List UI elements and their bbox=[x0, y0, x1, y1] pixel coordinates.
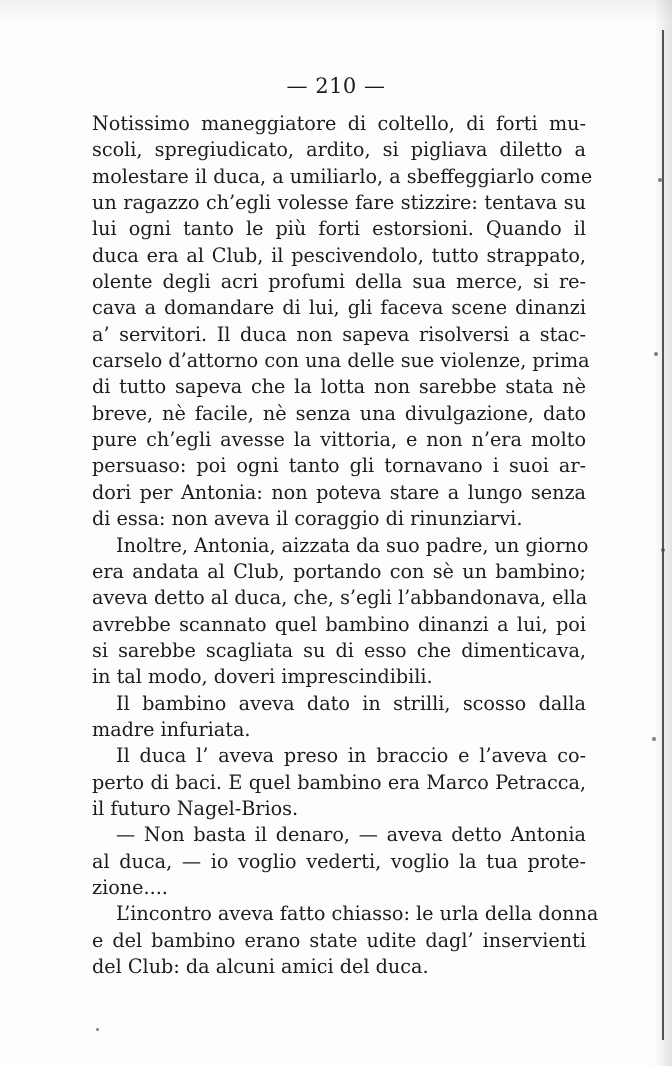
text-line: e del bambino erano state udite dagl’ inservienti bbox=[92, 928, 586, 952]
text-line: — Non basta il denaro, — aveva detto Antonia bbox=[116, 823, 586, 847]
text-line: avrebbe scannato quel bambino dinanzi a lui, poi bbox=[92, 612, 586, 636]
scan-speck bbox=[96, 1028, 99, 1031]
text-line: era andata al Club, portando con sè un bambino; bbox=[92, 559, 586, 583]
scan-speck bbox=[652, 737, 656, 741]
scan-speck bbox=[661, 548, 665, 552]
text-line: lui ogni tanto le più forti estorsioni. Quando il bbox=[92, 217, 586, 241]
text-line: un ragazzo ch’egli volesse fare stizzire: tentava su bbox=[92, 191, 586, 215]
text-line: Il bambino aveva dato in strilli, scosso dalla bbox=[116, 691, 586, 715]
text-line: il futuro Nagel-Brios. bbox=[92, 796, 299, 820]
text-line: di tutto sapeva che la lotta non sarebbe stata nè bbox=[92, 375, 586, 399]
text-line: cava a domandare di lui, gli faceva scene dinanzi bbox=[92, 296, 586, 320]
text-line: pure ch’egli avesse la vittoria, e non n’era molto bbox=[92, 428, 586, 452]
text-line: scoli, spregiudicato, ardito, si pigliava diletto a bbox=[92, 138, 586, 162]
scan-speck bbox=[658, 178, 662, 182]
text-line: madre infuriata. bbox=[92, 717, 251, 741]
text-line: persuaso: poi ogni tanto gli tornavano i suoi ar- bbox=[92, 454, 586, 478]
body-text bbox=[92, 111, 599, 980]
text-line: a’ servitori. Il duca non sapeva risolversi a stac- bbox=[92, 322, 586, 346]
text-line: si sarebbe scagliata su di esso che dimenticava, bbox=[92, 638, 586, 662]
text-line: aveva detto al duca, che, s’egli l’abbandonava, ella bbox=[92, 586, 588, 610]
text-line: zione.... bbox=[92, 875, 168, 899]
text-line: L’incontro aveva fatto chiasso: le urla della donna bbox=[116, 902, 599, 926]
text-line: del Club: da alcuni amici del duca. bbox=[92, 955, 429, 978]
page-edge-line bbox=[662, 30, 664, 1040]
scan-speck bbox=[654, 352, 658, 356]
text-line: di essa: non aveva il coraggio di rinunziarvi. bbox=[92, 507, 523, 531]
text-line: Il duca l’ aveva preso in braccio e l’aveva co- bbox=[116, 744, 586, 768]
text-line: Inoltre, Antonia, aizzata da suo padre, un giorno bbox=[116, 533, 589, 557]
text-line: olente degli acri profumi della sua merce, si re- bbox=[92, 270, 586, 294]
text-line: breve, nè facile, nè senza una divulgazione, dato bbox=[92, 401, 586, 425]
text-line: perto di baci. E quel bambino era Marco Petracca, bbox=[92, 770, 586, 794]
text-line: Notissimo maneggiatore di coltello, di forti mu- bbox=[92, 112, 586, 135]
text-line: carselo d’attorno con una delle sue violenze, prima bbox=[92, 349, 590, 373]
text-line: duca era al Club, il pescivendolo, tutto strappato, bbox=[92, 243, 586, 267]
scan-top-shadow bbox=[0, 0, 672, 22]
text-line: al duca, — io voglio vederti, voglio la tua prote- bbox=[92, 849, 586, 873]
page-number: — 210 — bbox=[286, 74, 386, 98]
text-line: molestare il duca, a umiliarlo, a sbeffeggiarlo come bbox=[92, 164, 593, 188]
text-line: in tal modo, doveri imprescindibili. bbox=[92, 665, 433, 689]
text-line: dori per Antonia: non poteva stare a lungo senza bbox=[92, 480, 586, 504]
